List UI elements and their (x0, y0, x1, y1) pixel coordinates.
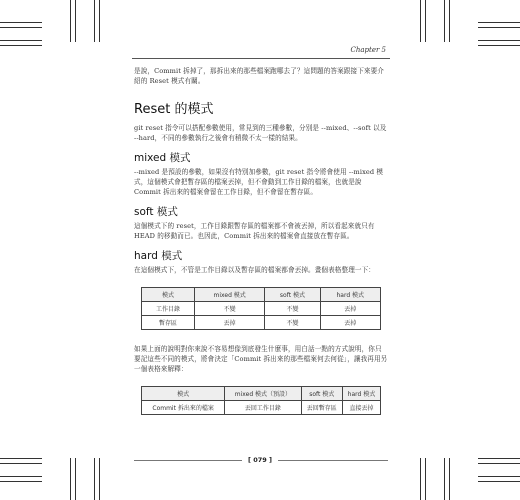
table-cell: 直接丟掉 (342, 401, 380, 415)
page-number-bracket-open: [ (247, 456, 254, 464)
crop-mark (478, 40, 520, 46)
crop-mark (70, 0, 76, 42)
section-title-reset-modes: Reset 的模式 (134, 102, 214, 117)
section-title-hard: hard 模式 (134, 250, 183, 262)
crop-mark (420, 0, 426, 42)
page-number: 079 (253, 456, 267, 464)
table-cell: 暫存區 (142, 316, 195, 330)
chapter-label: Chapter 5 (350, 46, 386, 54)
crop-mark (0, 40, 42, 46)
table-header-cell: mixed 模式（預設） (225, 387, 301, 401)
header-rule (132, 58, 390, 59)
table-cell: 丟回暫存區 (301, 401, 342, 415)
section-title-mixed: mixed 模式 (134, 152, 191, 164)
crop-mark (70, 458, 76, 500)
table-header-cell: soft 模式 (301, 387, 342, 401)
reset-modes-paragraph: git reset 指令可以搭配參數使用，常見到的三種參數，分別是 --mixed、--soft 以及 --hard，不同的參數執行之後會有稍微不太一樣的結果。 (134, 124, 387, 142)
soft-paragraph: 這個模式下的 reset，工作目錄跟暫存區的檔案都不會被丟掉，所以看起來就只有 HEAD 的移動而已。也因此，Commit 拆出來的檔案會直接放在暫存區。 (134, 222, 375, 240)
table-header-cell: soft 模式 (265, 288, 320, 302)
crop-mark (478, 22, 520, 28)
table-cell: 丟掉 (194, 316, 264, 330)
crop-mark (444, 0, 450, 42)
reset-outcome-table (141, 386, 381, 415)
page-number-footer (0, 456, 520, 464)
crop-mark (94, 0, 100, 42)
crop-mark (478, 476, 520, 482)
table-cell: 工作目錄 (142, 302, 195, 316)
table-row (142, 401, 381, 415)
table-cell: 丟掉 (320, 316, 380, 330)
table-header-cell: hard 模式 (320, 288, 380, 302)
table-cell: 不變 (194, 302, 264, 316)
crop-mark (0, 22, 42, 28)
crop-mark (94, 458, 100, 500)
footer-rule-right (278, 460, 388, 461)
table-header-row (142, 288, 381, 302)
section-title-soft: soft 模式 (134, 206, 178, 218)
table-header-row (142, 387, 381, 401)
hard-paragraph: 在這個模式下，不管是工作目錄以及暫存區的檔案都會丟掉。畫個表格整理一下： (134, 266, 375, 274)
table-cell: 不變 (265, 302, 320, 316)
page-number-bracket-close: ] (266, 456, 273, 464)
table-header-cell: hard 模式 (342, 387, 380, 401)
crop-mark (444, 458, 450, 500)
intro-paragraph: 是說，Commit 拆掉了，那拆出來的那些檔案跑哪去了？這問題的答案跟接下來要介紹的 Reset 模式有關。 (134, 67, 384, 85)
table-row (142, 302, 381, 316)
footer-rule-left (134, 460, 242, 461)
mixed-paragraph: --mixed 是預設的參數，如果沒有特別加參數，git reset 指令將會使用 --mixed 模式，這個模式會把暫存區的檔案丟掉，但不會動到工作目錄的檔案，也就是說 Commit 拆出來的檔案會留在工作目錄，但不會留在暫存區。 (134, 168, 384, 196)
explain-paragraph: 如果上面的說明對你來說不容易想像到底發生什麼事，用白話一點的方式說明，你只要記這些不同的模式，將會決定「Commit 拆出來的那些檔案何去何從」，讓我再用另一個表格來解釋： (134, 345, 388, 373)
reset-mode-table (141, 287, 381, 330)
table-row (142, 316, 381, 330)
table-cell: Commit 拆出來的檔案 (142, 401, 225, 415)
table-header-cell: 模式 (142, 387, 225, 401)
table-cell: 丟掉 (320, 302, 380, 316)
table-cell: 丟回工作目錄 (225, 401, 301, 415)
page-content (134, 66, 388, 415)
table-header-cell: mixed 模式 (194, 288, 264, 302)
table-cell: 不變 (265, 316, 320, 330)
crop-mark (420, 458, 426, 500)
table-header-cell: 模式 (142, 288, 195, 302)
crop-mark (0, 476, 42, 482)
